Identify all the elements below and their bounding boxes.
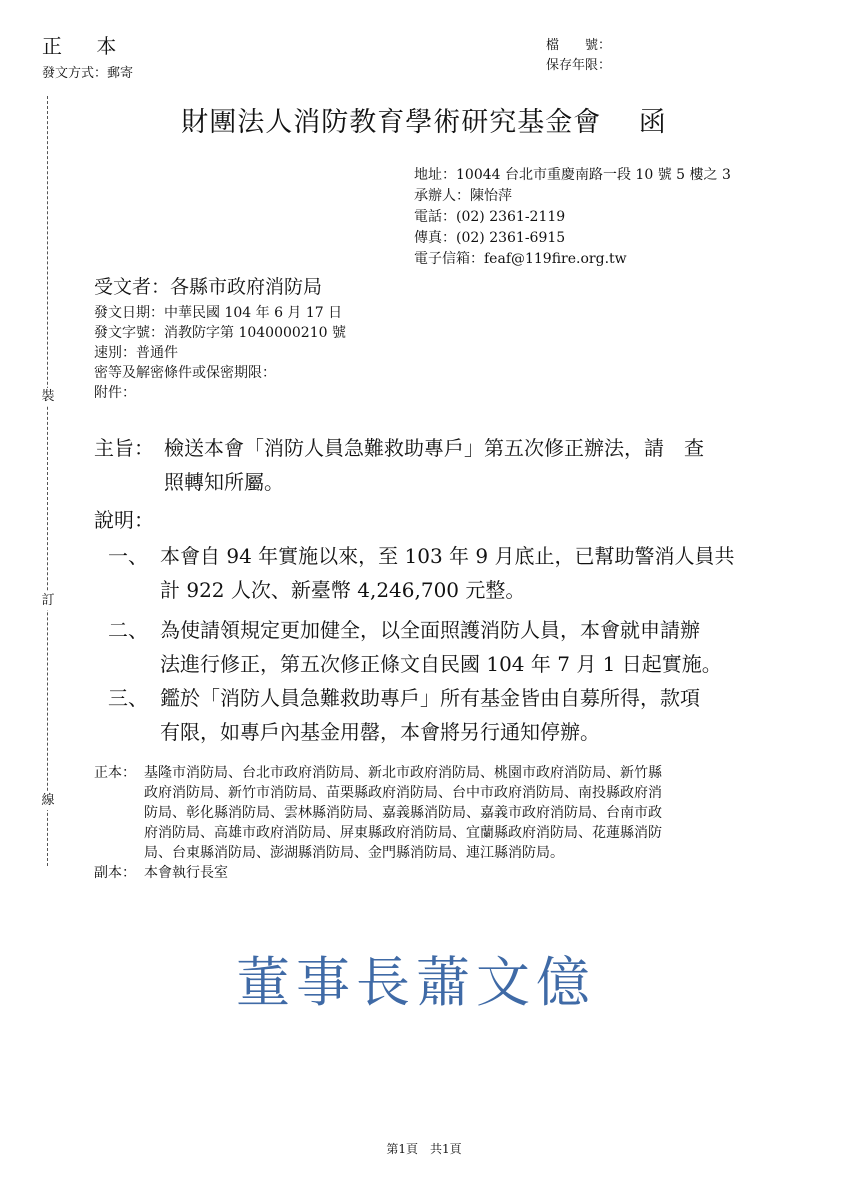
- item-line: 有限，如專戶內基金用罄，本會將另行通知停辦。: [160, 720, 600, 744]
- explanation-label: 說明：: [94, 508, 154, 532]
- item-line: 法進行修正，第五次修正條文自民國 104 年 7 月 1 日起實施。: [160, 652, 722, 676]
- sender-email: 電子信箱：feaf@119fire.org.tw: [414, 251, 627, 267]
- original-recipients-line: 防局、彰化縣消防局、雲林縣消防局、嘉義縣消防局、嘉義市政府消防局、台南市政: [144, 805, 662, 821]
- sender-fax: 傳真：(02) 2361-6915: [414, 230, 566, 246]
- file-number-label: 檔 號：: [546, 38, 612, 53]
- line-mark: 線: [39, 792, 57, 810]
- copy-recipients-label: 副本：: [94, 865, 136, 881]
- subject-label: 主旨：: [94, 436, 154, 460]
- recipient: 受文者：各縣市政府消防局: [94, 276, 323, 298]
- item-line: 本會自 94 年實施以來，至 103 年 9 月底止，已幫助警消人員共: [160, 544, 735, 568]
- staple-mark: 訂: [39, 592, 57, 610]
- item-number: 二、: [108, 618, 148, 642]
- subject-line-1: 檢送本會「消防人員急難救助專戶」第五次修正辦法，請 查: [164, 436, 704, 460]
- send-method: 發文方式：郵寄: [42, 66, 134, 81]
- sender-contact: 承辦人：陳怡萍: [414, 188, 512, 204]
- item-number: 一、: [108, 544, 148, 568]
- copy-type: 正 本: [42, 34, 131, 58]
- original-recipients-line: 基隆市消防局、台北市政府消防局、新北市政府消防局、桃園市政府消防局、新竹縣: [144, 765, 662, 781]
- binding-gutter-line: [47, 96, 48, 866]
- document-number: 發文字號：消教防字第 1040000210 號: [94, 325, 346, 341]
- chairman-signature: 董事長蕭文億: [236, 951, 596, 1014]
- sender-phone: 電話：(02) 2361-2119: [414, 209, 566, 225]
- subject-line-2: 照轉知所屬。: [164, 470, 284, 494]
- original-recipients-line: 局、台東縣消防局、澎湖縣消防局、金門縣消防局、連江縣消防局。: [144, 845, 564, 861]
- copy-recipients: 本會執行長室: [144, 865, 228, 881]
- delivery-speed: 速別：普通件: [94, 345, 178, 361]
- item-line: 為使請領規定更加健全，以全面照護消防人員，本會就申請辦: [160, 618, 700, 642]
- item-line: 計 922 人次、新臺幣 4,246,700 元整。: [160, 578, 526, 602]
- sender-address: 地址：10044 台北市重慶南路一段 10 號 5 樓之 3: [414, 167, 731, 183]
- issue-date: 發文日期：中華民國 104 年 6 月 17 日: [94, 305, 343, 321]
- original-recipients-line: 府消防局、高雄市政府消防局、屏東縣政府消防局、宜蘭縣政府消防局、花蓮縣消防: [144, 825, 662, 841]
- item-number: 三、: [108, 686, 148, 710]
- original-recipients-label: 正本：: [94, 765, 136, 781]
- item-line: 鑑於「消防人員急難救助專戶」所有基金皆由自募所得，款項: [160, 686, 700, 710]
- page-footer: 第1頁 共1頁: [386, 1142, 462, 1156]
- original-recipients-line: 政府消防局、新竹市消防局、苗栗縣政府消防局、台中市政府消防局、南投縣政府消: [144, 785, 662, 801]
- binding-mark: 裝: [39, 388, 57, 406]
- document-title: 財團法人消防教育學術研究基金會 函: [181, 107, 667, 138]
- retention-label: 保存年限：: [546, 58, 612, 73]
- secrecy-level: 密等及解密條件或保密期限：: [94, 365, 276, 381]
- attachment: 附件：: [94, 385, 136, 401]
